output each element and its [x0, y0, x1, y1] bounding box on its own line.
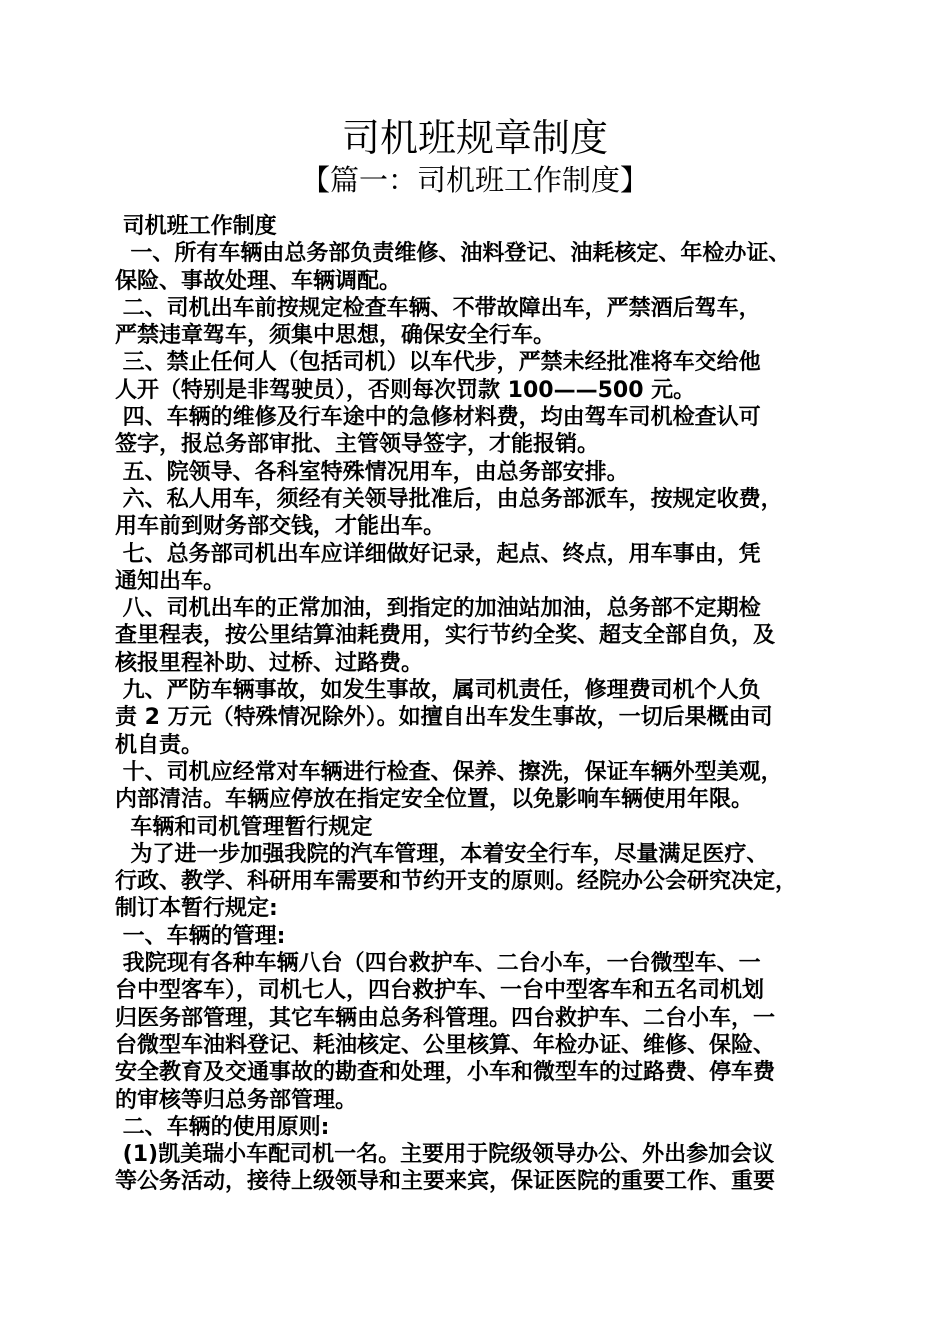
- text-line: 查里程表，按公里结算油耗费用，实行节约全奖、超支全部自负，及: [115, 623, 776, 649]
- text-line: 我院现有各种车辆八台（四台救护车、二台小车，一台微型车、一: [115, 951, 761, 977]
- text-line: (1)凯美瑞小车配司机一名。主要用于院级领导办公、外出参加会议: [115, 1142, 775, 1168]
- text-line: 台中型客车），司机七人，四台救护车、一台中型客车和五名司机划: [115, 978, 765, 1004]
- text-line: 行政、教学、科研用车需要和节约开支的原则。经院办公会研究决定，: [115, 869, 798, 895]
- text-line: 六、私人用车，须经有关领导批准后，由总务部派车，按规定收费，: [115, 486, 783, 512]
- text-line: 七、总务部司机出车应详细做好记录，起点、终点，用车事由，凭: [115, 541, 761, 567]
- text-line: 八、司机出车的正常加油，到指定的加油站加油，总务部不定期检: [115, 596, 761, 622]
- text-line: 责 2 万元（特殊情况除外）。如擅自出车发生事故，一切后果概由司: [115, 705, 773, 731]
- document-body: [115, 213, 855, 1196]
- text-line: 车辆和司机管理暂行规定: [115, 814, 373, 840]
- text-line: 等公务活动，接待上级领导和主要来宾，保证医院的重要工作、重要: [115, 1169, 776, 1195]
- text-line: 司机班工作制度: [115, 214, 277, 239]
- text-line: 严禁违章驾车，须集中思想，确保安全行车。: [115, 323, 556, 349]
- text-line: 一、车辆的管理:: [115, 923, 286, 949]
- text-line: 核报里程补助、过桥、过路费。: [115, 650, 424, 676]
- text-line: 用车前到财务部交钱，才能出车。: [115, 514, 446, 540]
- text-line: 人开（特别是非驾驶员），否则每次罚款 100——500 元。: [115, 377, 696, 403]
- text-line: 二、司机出车前按规定检查车辆、不带故障出车，严禁酒后驾车，: [115, 295, 761, 321]
- text-line: 保险、事故处理、车辆调配。: [115, 268, 402, 294]
- text-line: 制订本暂行规定:: [115, 896, 278, 922]
- text-line: 台微型车油料登记、耗油核定、公里核算、年检办证、维修、保险、: [115, 1032, 776, 1058]
- text-line: 内部清洁。车辆应停放在指定安全位置，以免影响车辆使用年限。: [115, 787, 754, 813]
- text-line: 四、车辆的维修及行车途中的急修材料费，均由驾车司机检查认可: [115, 405, 761, 431]
- text-line: 的审核等归总务部管理。: [115, 1087, 358, 1113]
- text-line: 签字，报总务部审批、主管领导签字，才能报销。: [115, 432, 600, 458]
- text-line: 为了进一步加强我院的汽车管理，本着安全行车，尽量满足医疗、: [115, 841, 769, 867]
- document-title: 司机班规章制度: [341, 116, 608, 160]
- text-line: 二、车辆的使用原则:: [115, 1114, 330, 1140]
- document-subtitle: 【篇一：司机班工作制度】: [300, 163, 649, 197]
- text-line: 通知出车。: [115, 568, 226, 594]
- text-line: 五、院领导、各科室特殊情况用车，由总务部安排。: [115, 459, 629, 485]
- text-line: 归医务部管理，其它车辆由总务科管理。四台救护车、二台小车，一: [115, 1005, 776, 1031]
- text-line: 安全教育及交通事故的勘查和处理，小车和微型车的过路费、停车费: [115, 1060, 776, 1086]
- text-line: 三、禁止任何人（包括司机）以车代步，严禁未经批准将车交给他: [115, 350, 761, 376]
- text-line: 机自责。: [115, 732, 204, 758]
- text-line: 九、严防车辆事故，如发生事故，属司机责任，修理费司机个人负: [115, 678, 761, 704]
- text-line: 十、司机应经常对车辆进行检查、保养、擦洗，保证车辆外型美观，: [115, 759, 783, 785]
- text-line: 一、所有车辆由总务部负责维修、油料登记、油耗核定、年检办证、: [115, 241, 791, 267]
